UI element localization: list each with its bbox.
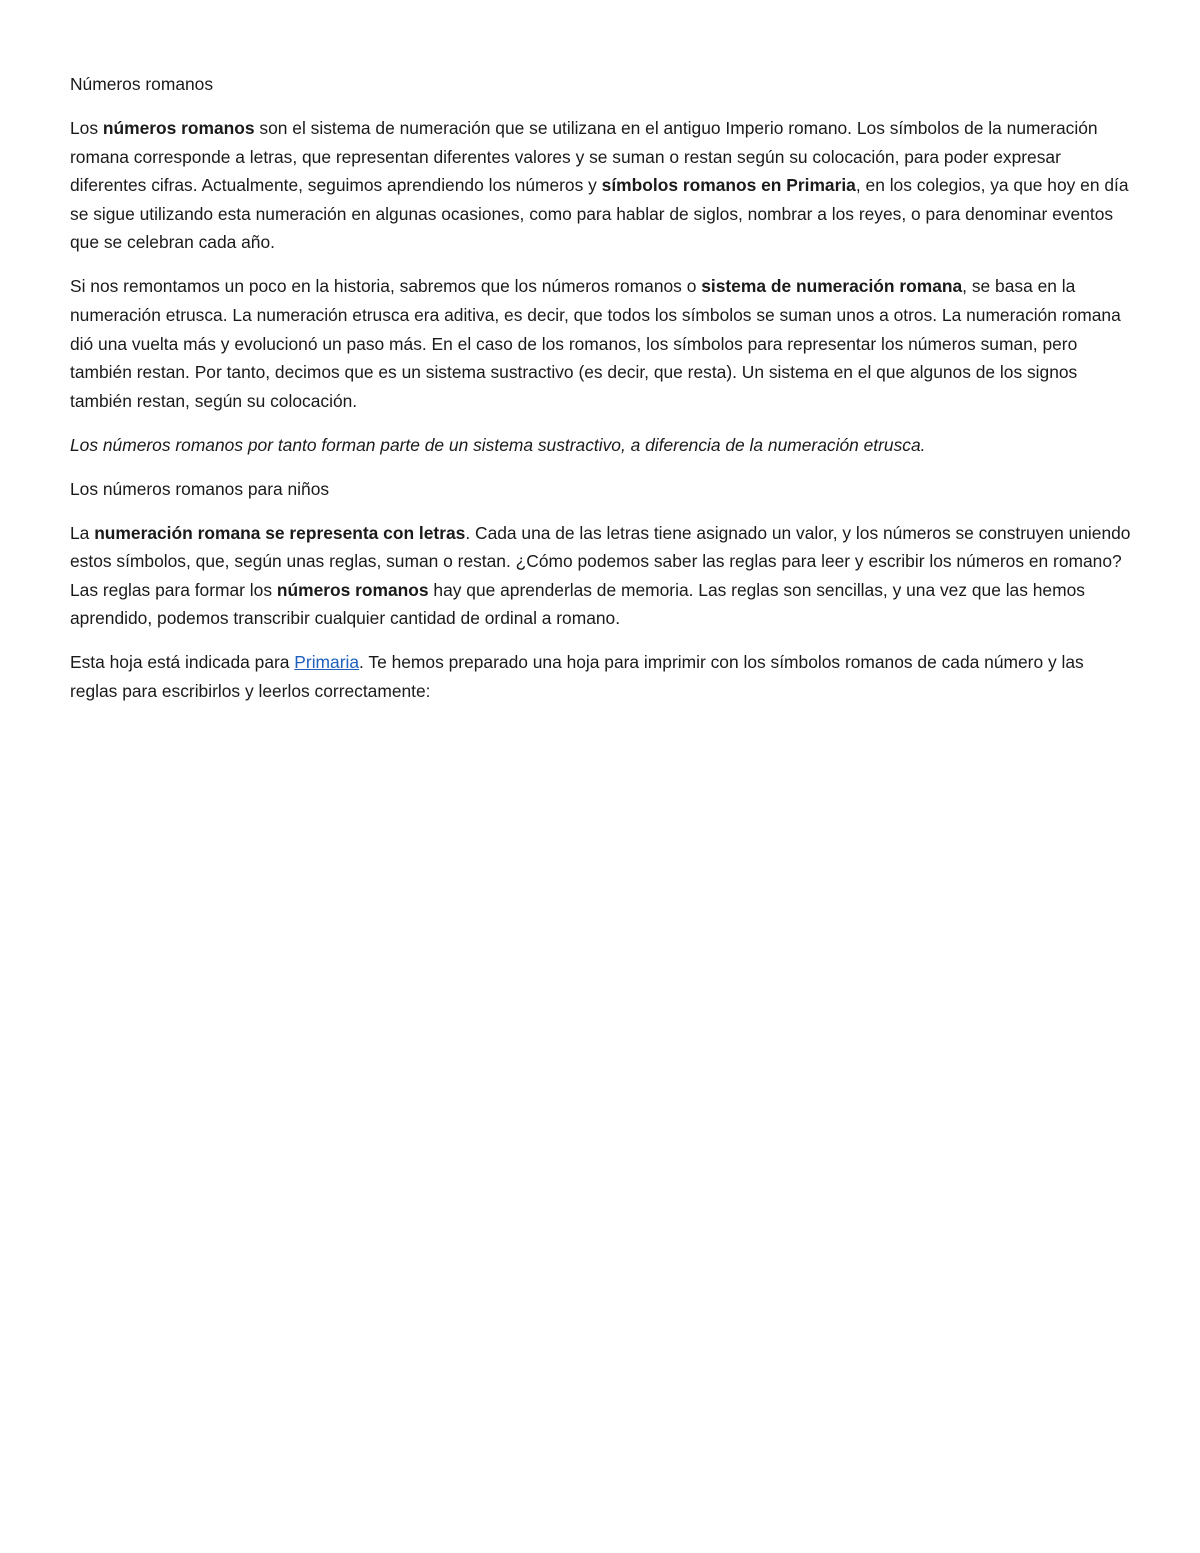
- paragraph-italic-summary: Los números romanos por tanto forman parte de un sistema sustractivo, a diferencia de la numeración etrusca.: [70, 434, 926, 455]
- primaria-link[interactable]: Primaria: [294, 652, 360, 673]
- bold-numeracion-letras: numeración romana se representa con letras: [94, 522, 466, 543]
- document-title: Números romanos: [70, 74, 214, 94]
- bold-numeros-romanos: números romanos: [102, 117, 255, 138]
- document-page: [70, 70, 1132, 721]
- paragraph-worksheet: Esta hoja está indicada para Primaria. Te hemos preparado una hoja para imprimir con los símbolos romanos de cada número y las reglas para escribirlos y leerlos correctamente:: [70, 652, 1084, 702]
- section-subtitle: Los números romanos para niños: [70, 478, 330, 499]
- paragraph-history: Si nos remontamos un poco en la historia, sabremos que los números romanos o sistema de numeración romana, se basa en la numeración etrusca. La numeración etrusca era aditiva, es decir, que todos los símbolos se suman unos a otros. La numeración romana dió una vuelta más y evolucionó un paso más. En el caso de los romanos, los símbolos para representar los números suman, pero también restan. Por tanto, decimos que es un sistema sustractivo (es decir, que resta). Un sistema en el que algunos de los signos también restan, según su colocación.: [70, 276, 1121, 411]
- bold-simbolos-romanos-primaria: símbolos romanos en Primaria: [601, 175, 856, 196]
- paragraph-rules: La numeración romana se representa con letras. Cada una de las letras tiene asignado un valor, y los números se construyen uniendo estos símbolos, que, según unas reglas, suman o restan. ¿Cómo podemos saber las reglas para leer y escribir los números en romano? Las reglas para formar los números romanos hay que aprenderlas de memoria. Las reglas son sencillas, y una vez que las hemos aprendido, podemos transcribir cualquier cantidad de ordinal a romano.: [70, 522, 1131, 629]
- bold-sistema-numeracion: sistema de numeración romana: [701, 276, 963, 297]
- bold-numeros-romanos-2: números romanos: [276, 579, 429, 600]
- paragraph-intro: Los números romanos son el sistema de numeración que se utilizana en el antiguo Imperio romano. Los símbolos de la numeración romana corresponde a letras, que representan diferentes valores y se suman o restan según su colocación, para poder expresar diferentes cifras. Actualmente, seguimos aprendiendo los números y símbolos romanos en Primaria, en los colegios, ya que hoy en día se sigue utilizando esta numeración en algunas ocasiones, como para hablar de siglos, nombrar a los reyes, o para denominar eventos que se celebran cada año.: [70, 117, 1129, 253]
